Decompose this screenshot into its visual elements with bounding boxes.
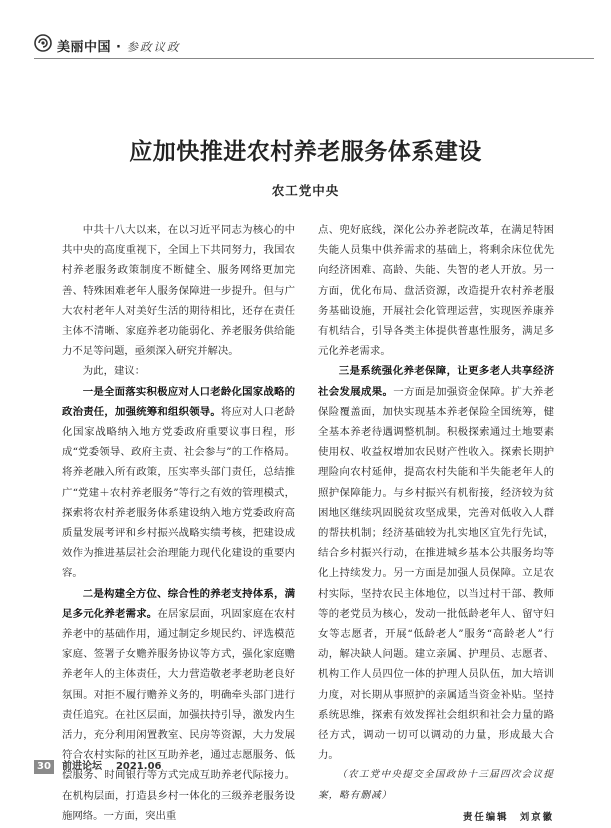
article-author: 农工党中央 xyxy=(271,183,340,198)
article-title: 应加快推进农村养老服务体系建设 xyxy=(129,139,482,165)
footer-publication xyxy=(62,760,161,774)
paragraph-lead: 二是构建全方位、综合性的养老支持体系，满足多元化养老需求。 xyxy=(62,587,295,620)
editor-credit: 责任编辑 刘京徽 xyxy=(462,811,554,823)
issue-number: 2021.06 xyxy=(115,761,162,772)
paragraph: 为此，建议： xyxy=(82,365,146,378)
paragraph xyxy=(62,584,295,826)
paragraph-lead: 一是全面落实积极应对人口老龄化国家战略的政治责任，加强统筹和组织领导。 xyxy=(62,385,295,418)
paragraph: 中共十八大以来，在以习近平同志为核心的中共中央的高度重视下，全国上下共同努力，我国农村养老服务政策制度不断健全、服务网络更加完善、特殊困难老年人服务保障进一步提升。但与广大农村老年人对美好生活的期待相比，还存在责任主体不清晰、家庭养老功能弱化、养老服务供给能力不足等问题，亟须深入研究并解决。 xyxy=(62,224,295,358)
page-number: 30 xyxy=(34,760,54,774)
header-section: 美丽中国 xyxy=(57,40,112,55)
paragraph: 点、兜好底线，深化公办养老院改革，在满足特困失能人员集中供养需求的基础上，将剩余床位优先向经济困难、高龄、失能、失智的老人开放。另一方面，优化布局、盘活资源，改造提升农村养老服务基础设施，开展社会化管理运营，实现医养康养有机结合，引导各类主体提供普惠性服务，满足多元化养老需求。 xyxy=(318,224,554,358)
header-column: 参政议政 xyxy=(126,40,181,54)
source-note: （农工党中央提交全国政协十三届四次会议提案，略有删减） xyxy=(318,769,554,801)
paragraph-body: 一方面是加强资金保障。 xyxy=(393,385,512,398)
paragraph-body: 将应对人口老龄化国家战略纳入地方党委政府重要议事日程，形成“党委领导、政府主责、社会参与”的工作格局。将养老融入所有政策，压实率头部门责任，总结推广“党建＋农村养老服务”等行之有效的管理模式，探索将农村养老服务体系建设纳入地方党委政府高质量发展考评和乡村振兴战略实绩考核，把建设成效作为推进基层社会治理能力现代化建设的重要内容。 xyxy=(62,405,296,580)
magazine-name: 前进论坛 xyxy=(62,761,102,772)
paragraph-body: 在居家层面，巩固家庭在农村养老中的基础作用，通过制定乡规民约、评选模范家庭、签署子女赡养服务协议等方式，强化家庭赡养老年人的主体责任，大力营造敬老孝老助老良好氛围。对拒不履行赡养义务的，明确牵头部门进行责任追究。在社区层面，加强扶持引导，激发内生活力，充分利用闲置教室、民房等资源，大力发展符合农村实际的社区互助养老，通过志愿服务、低偿服务、时间银行等方式完成互助养老代际接力。在机构层面，打造县乡村一体化的三级养老服务设施网络。一方面，突出重 xyxy=(62,607,296,822)
right-column xyxy=(318,220,554,828)
paragraph xyxy=(318,361,554,765)
paragraph-body: 扩大养老保险覆盖面，加快实现基本养老保险全国统筹，健全基本养老待遇调整机制。积极探索通过土地要素使用权、收益权增加农民财产性收入。探索长期护理险向农村延伸，提高农村失能和半失能老年人的照护保障能力。与乡村振兴有机衔接，经济较为贫困地区继续巩固脱贫攻坚成果，完善对低收入人群的帮扶机制；经济基础较为扎实地区宜先行先试，结合乡村振兴行动，在推进城乡基本公共服务均等化上持续发力。 xyxy=(318,385,555,580)
left-column xyxy=(62,220,295,826)
header-title xyxy=(57,36,181,55)
paragraph xyxy=(62,382,295,584)
paragraph-body: 另一方面是加强人员保障。 xyxy=(393,567,523,580)
header-divider xyxy=(34,58,594,59)
swirl-logo-icon xyxy=(34,34,52,52)
page-header xyxy=(34,34,594,54)
paragraph-lead: 三是系统强化养老保障，让更多老人共享经济社会发展成果。 xyxy=(318,365,554,398)
header-separator: · xyxy=(116,40,122,55)
page-footer xyxy=(34,760,334,776)
paragraph-body: 立足农村实际，坚持农民主体地位，以当过村干部、教师等的老党员为核心，发动一批低龄老年人、留守妇女等志愿者，开展“低龄老人”服务“高龄老人”行动，解决缺人问题。建立亲属、护理员、志愿者、机构工作人员四位一体的护理人员队伍，加大培训力度，对长期从事照护的亲属适当资金补贴。坚持系统思维，探索有效发挥社会组织和社会力量的路径方式，调动一切可以调动的力量，形成最大合力。 xyxy=(318,567,555,762)
